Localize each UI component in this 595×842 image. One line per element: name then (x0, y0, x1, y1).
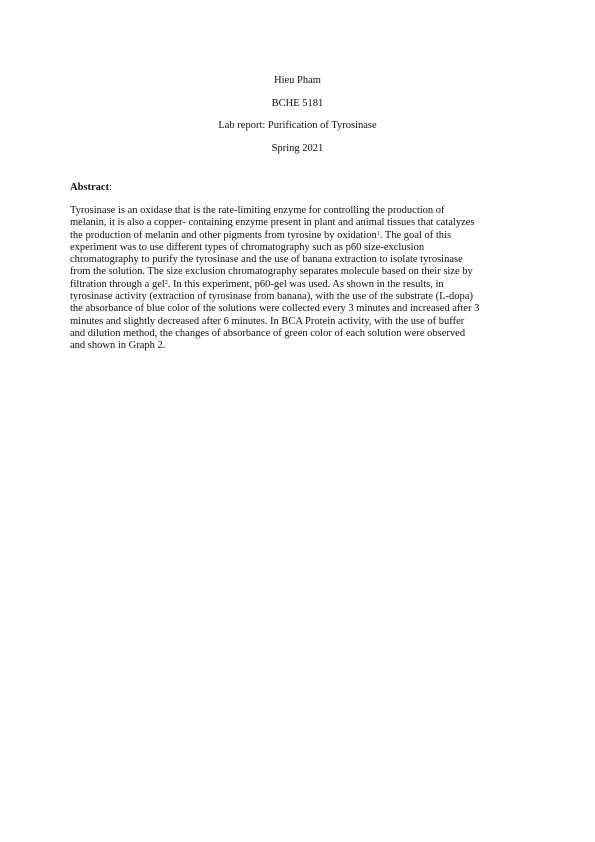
abstract-line: tyrosinase activity (extraction of tyrosinase from banana), with the use of the substrate (L-dopa) (70, 291, 473, 303)
abstract-line: from the solution. The size exclusion chromatography separates molecule based on their size by (70, 266, 473, 278)
abstract-line: chromatography to purify the tyrosinase and the use of banana extraction to isolate tyrosinase (70, 254, 463, 266)
abstract-line: and dilution method, the changes of absorbance of green color of each solution were observed (70, 327, 466, 339)
author-name: Hieu Pham (274, 75, 321, 86)
citation-superscript: 2 (164, 279, 168, 286)
report-title: Lab report: Purification of Tyrosinase (218, 120, 377, 131)
abstract-line-tail: . The goal of this (379, 229, 452, 241)
abstract-line: and shown in Graph 2. (70, 340, 166, 352)
abstract-line-text: filtration through a gel (70, 278, 165, 290)
abstract-heading-colon: : (109, 182, 112, 193)
course-code: BCHE 5181 (271, 97, 324, 109)
title-block (0, 70, 595, 160)
abstract-line: the absorbance of blue color of the solutions were collected every 3 minutes and increased after 3 (70, 303, 480, 315)
citation-superscript: 1 (376, 230, 380, 237)
abstract-line: Tyrosinase is an oxidase that is the rate-limiting enzyme for controlling the production of (70, 205, 445, 216)
abstract-heading-label: Abstract (70, 182, 110, 193)
abstract-line (70, 230, 540, 242)
abstract-line (70, 279, 540, 291)
abstract-body (70, 205, 540, 353)
abstract-line: minutes and slightly decreased after 6 minutes. In BCA Protein activity, with the use of buffer (70, 315, 465, 327)
term: Spring 2021 (271, 142, 324, 154)
abstract-heading (70, 181, 112, 194)
abstract-line-text: the production of melanin and other pigments from tyrosine by oxidation (70, 229, 377, 241)
abstract-line-tail: . In this experiment, p60-gel was used. As shown in the results, in (167, 278, 444, 290)
abstract-line: experiment was to use different types of chromatography such as p60 size-exclusion (70, 241, 425, 253)
abstract-line: melanin, it is also a copper- containing enzyme present in plant and animal tissues that catalyzes (70, 217, 475, 229)
